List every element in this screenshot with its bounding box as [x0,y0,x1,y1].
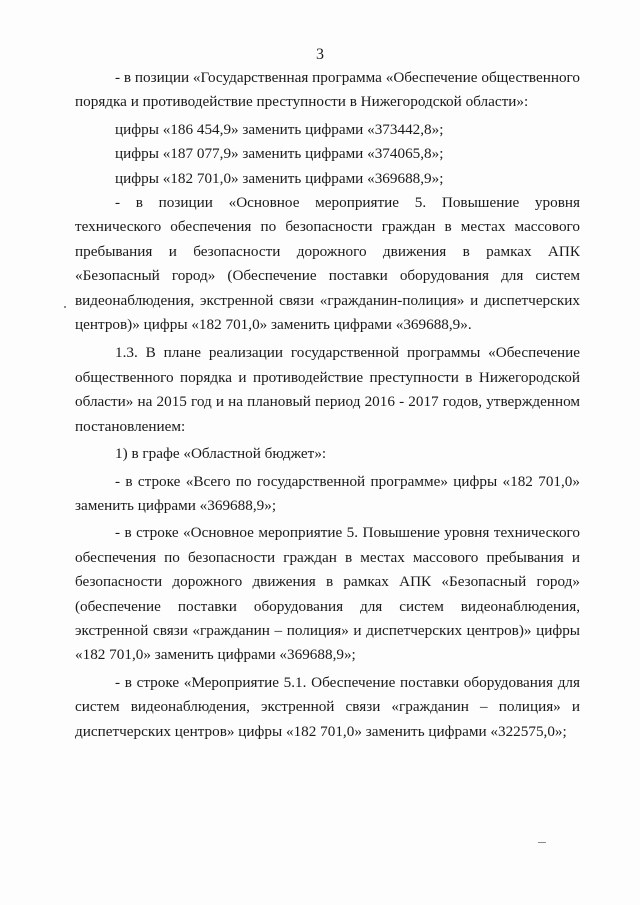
scan-speck [538,842,546,843]
page-number: 3 [316,46,324,63]
paragraph-row-measure-5: - в строке «Основное мероприятие 5. Повышение уровня технического обеспечения по безопасности граждан в местах массового пребывания и безопасности дорожного движения в рамках АПК «Безопасный город» (обеспечение поставки оборудования для систем видеонаблюдения, экстренной связи «гражданин – полиция» и диспетчерских центров)» цифры «182 701,0» заменить цифрами «369688,9»; [75,524,580,664]
paragraph-row-activity-5-1: - в строке «Мероприятие 5.1. Обеспечение поставки оборудования для систем видеонаблюдения, экстренной связи «гражданин – полиция» и диспетчерских центров» цифры «182 701,0» заменить цифрами «322575,0»; [75,673,580,740]
document-body [75,66,580,744]
paragraph-figures-1: цифры «186 454,9» заменить цифрами «373442,8»; [115,120,444,138]
paragraph-row-total: - в строке «Всего по государственной программе» цифры «182 701,0» заменить цифрами «369688,9»; [75,472,580,514]
paragraph-regional-budget: 1) в графе «Областной бюджет»: [115,445,327,463]
paragraph-figures-2: цифры «187 077,9» заменить цифрами «374065,8»; [115,145,444,163]
scan-speck [64,306,66,308]
paragraph-figures-3: цифры «182 701,0» заменить цифрами «369688,9»; [115,169,444,187]
paragraph-position-measure-5: - в позиции «Основное мероприятие 5. Повышение уровня технического обеспечения по безопасности граждан в местах массового пребывания и безопасности дорожного движения в рамках АПК «Безопасный город» (Обеспечение поставки оборудования для систем видеонаблюдения, экстренной связи «гражданин-полиция» и диспетчерских центров)» цифры «182 701,0» заменить цифрами «369688,9». [75,194,580,334]
paragraph-plan-1-3: 1.3. В плане реализации государственной программы «Обеспечение общественного порядка и противодействие преступности в Нижегородской области» на 2015 год и на плановый период 2016 - 2017 годов, утвержденном постановлением: [75,344,580,435]
paragraph-position-program: - в позиции «Государственная программа «Обеспечение общественного порядка и противодействие преступности в Нижегородской области»: [75,69,580,111]
